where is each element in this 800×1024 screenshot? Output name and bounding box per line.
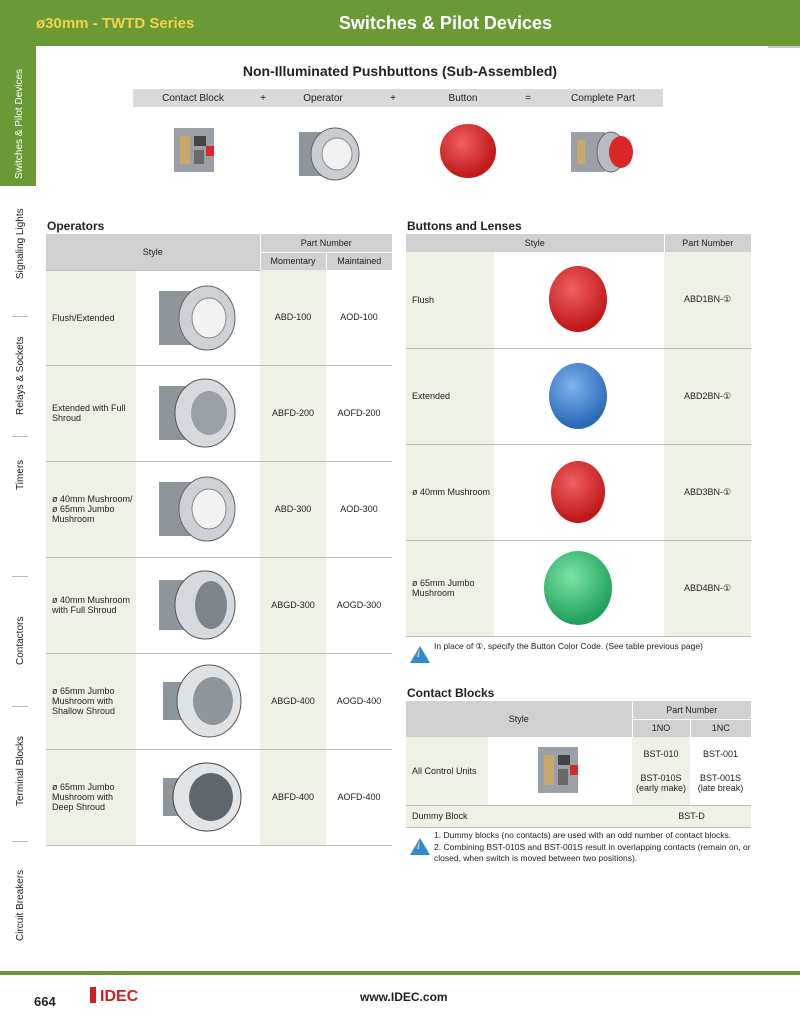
contact-part: BST-D <box>632 805 751 827</box>
contact-1no-part-alt: BST-010S <box>640 772 682 783</box>
operator-image <box>137 756 257 836</box>
contact-block-image <box>530 741 590 799</box>
button-lens-red <box>549 266 607 332</box>
assembly-plus: + <box>390 92 396 104</box>
sidebar-item-relays[interactable]: Relays & Sockets <box>15 336 26 415</box>
sidebar-item-circuit-breakers[interactable]: Circuit Breakers <box>15 869 26 941</box>
operator-momentary: ABFD-400 <box>260 749 326 845</box>
operator-maintained: AOD-300 <box>326 461 392 557</box>
operator-momentary: ABGD-300 <box>260 557 326 653</box>
sidebar-item-terminal-blocks[interactable]: Terminal Blocks <box>15 735 26 806</box>
sidebar-divider <box>12 841 28 842</box>
operators-col-maintained: Maintained <box>326 252 392 270</box>
page-title: Non-Illuminated Pushbuttons (Sub-Assembled) <box>242 63 558 79</box>
series-title: ø30mm - TWTD Series <box>36 15 195 32</box>
button-style: Extended <box>406 348 494 444</box>
button-part: ABD3BN-① <box>664 444 751 540</box>
operator-style: ø 40mm Mushroom with Full Shroud <box>46 557 136 653</box>
contact-1nc-cell <box>690 737 751 805</box>
table-row <box>406 348 751 444</box>
info-icon: i <box>410 838 430 855</box>
contact-1nc-note: (late break) <box>697 782 744 793</box>
operator-image <box>137 277 257 357</box>
page-number: 664 <box>34 994 56 1009</box>
button-lens-red <box>551 461 605 523</box>
button-image-cell <box>494 540 664 636</box>
button-lens-blue <box>549 363 607 429</box>
info-icon: i <box>410 646 430 663</box>
operators-col-momentary: Momentary <box>260 252 326 270</box>
buttons-table <box>406 234 751 637</box>
contact-1no-note: (early make) <box>635 782 686 793</box>
table-row <box>406 805 751 827</box>
logo-text: IDEC <box>100 988 139 1005</box>
button-style: ø 40mm Mushroom <box>406 444 494 540</box>
contact-blocks-table <box>406 701 751 828</box>
operators-col-style: Style <box>46 234 260 270</box>
button-image-cell <box>494 252 664 348</box>
idec-logo <box>90 985 154 1005</box>
button-lens-green <box>544 551 612 625</box>
button-part: ABD4BN-① <box>664 540 751 636</box>
contact-col-part-number: Part Number <box>632 701 751 719</box>
section-title: Switches & Pilot Devices <box>338 13 552 33</box>
table-row <box>46 461 392 557</box>
sidebar-item-switches[interactable]: Switches & Pilot Devices <box>14 68 25 179</box>
operators-col-part-number: Part Number <box>260 234 392 252</box>
sidebar <box>0 46 36 971</box>
operator-maintained: AOFD-400 <box>326 749 392 845</box>
assembly-bar <box>133 89 663 107</box>
operator-style: Extended with Full Shroud <box>46 365 136 461</box>
assembly-complete-part: Complete Part <box>571 92 635 104</box>
operator-maintained: AOGD-300 <box>326 557 392 653</box>
contact-1nc-part-alt: BST-001S <box>699 772 742 783</box>
contact-note-1: 1. Dummy blocks (no contacts) are used with an odd number of contact blocks. <box>434 830 732 840</box>
contact-col-style: Style <box>406 701 632 737</box>
operator-image-cell <box>136 365 260 461</box>
operator-style: ø 40mm Mushroom/ø 65mm Jumbo Mushroom <box>46 461 136 557</box>
assembly-operator: Operator <box>303 92 343 104</box>
sidebar-divider <box>12 576 28 577</box>
contact-col-1no: 1NO <box>632 719 690 737</box>
operators-heading: Operators <box>47 219 105 233</box>
table-row <box>406 252 751 348</box>
operator-maintained: AOD-100 <box>326 270 392 365</box>
button-part: ABD2BN-① <box>664 348 751 444</box>
operator-image <box>137 372 257 452</box>
header-bar <box>0 0 800 46</box>
complete-part-image <box>567 122 639 182</box>
assembly-contact-block: Contact Block <box>162 92 224 104</box>
buttons-note: In place of ①, specify the Button Color Code. (See table previous page) <box>434 641 703 651</box>
table-row <box>46 749 392 845</box>
table-row <box>46 270 392 365</box>
table-row <box>46 365 392 461</box>
contact-1nc-part: BST-001 <box>702 748 739 759</box>
sidebar-divider <box>12 706 28 707</box>
contact-style: Dummy Block <box>406 805 632 827</box>
operator-maintained: AOFD-200 <box>326 365 392 461</box>
assembly-plus: + <box>260 92 266 104</box>
button-style: ø 65mm Jumbo Mushroom <box>406 540 494 636</box>
sidebar-item-contactors[interactable]: Contactors <box>15 616 26 665</box>
assembly-equals: = <box>525 92 531 104</box>
contact-note-2: 2. Combining BST-010S and BST-001S result in overlapping contacts (remain on, or closed, when switch is moved between two positions). <box>434 842 751 863</box>
button-image-cell <box>494 444 664 540</box>
operator-momentary: ABD-300 <box>260 461 326 557</box>
website-link[interactable]: www.IDEC.com <box>360 990 448 1004</box>
operator-image-cell <box>136 653 260 749</box>
table-row <box>46 653 392 749</box>
operator-image <box>137 660 257 740</box>
operator-image-cell <box>136 749 260 845</box>
operator-image-cell <box>136 557 260 653</box>
table-row <box>46 557 392 653</box>
assembly-button: Button <box>448 92 478 104</box>
operator-style: ø 65mm Jumbo Mushroom with Deep Shroud <box>46 749 136 845</box>
button-image <box>440 124 496 178</box>
sidebar-item-signaling-lights[interactable]: Signaling Lights <box>15 208 26 279</box>
operator-style: ø 65mm Jumbo Mushroom with Shallow Shroud <box>46 653 136 749</box>
header-tab-line <box>768 46 800 48</box>
contact-blocks-heading: Contact Blocks <box>407 686 495 700</box>
buttons-col-style: Style <box>406 234 664 252</box>
buttons-heading: Buttons and Lenses <box>407 219 522 233</box>
buttons-col-part-number: Part Number <box>664 234 751 252</box>
operator-momentary: ABFD-200 <box>260 365 326 461</box>
operator-image <box>137 564 257 644</box>
operator-momentary: ABGD-400 <box>260 653 326 749</box>
sidebar-divider <box>12 316 28 317</box>
contact-image-cell <box>488 737 632 805</box>
contact-style: All Control Units <box>406 737 488 805</box>
operator-style: Flush/Extended <box>46 270 136 365</box>
sidebar-item-timers[interactable]: Timers <box>15 459 26 490</box>
operator-image-cell <box>136 461 260 557</box>
operator-image <box>293 118 363 188</box>
operator-image-cell <box>136 270 260 365</box>
sidebar-divider <box>12 436 28 437</box>
table-row <box>406 540 751 636</box>
footer-line <box>0 971 800 975</box>
contact-1no-part: BST-010 <box>643 748 679 759</box>
contact-1no-cell <box>632 737 690 805</box>
operators-table <box>46 234 392 846</box>
button-part: ABD1BN-① <box>664 252 751 348</box>
table-row <box>406 444 751 540</box>
contact-col-1nc: 1NC <box>690 719 751 737</box>
operator-image <box>137 468 257 548</box>
operator-maintained: AOGD-400 <box>326 653 392 749</box>
button-image-cell <box>494 348 664 444</box>
contact-block-image <box>170 120 220 180</box>
operator-momentary: ABD-100 <box>260 270 326 365</box>
table-row <box>406 737 751 805</box>
button-style: Flush <box>406 252 494 348</box>
